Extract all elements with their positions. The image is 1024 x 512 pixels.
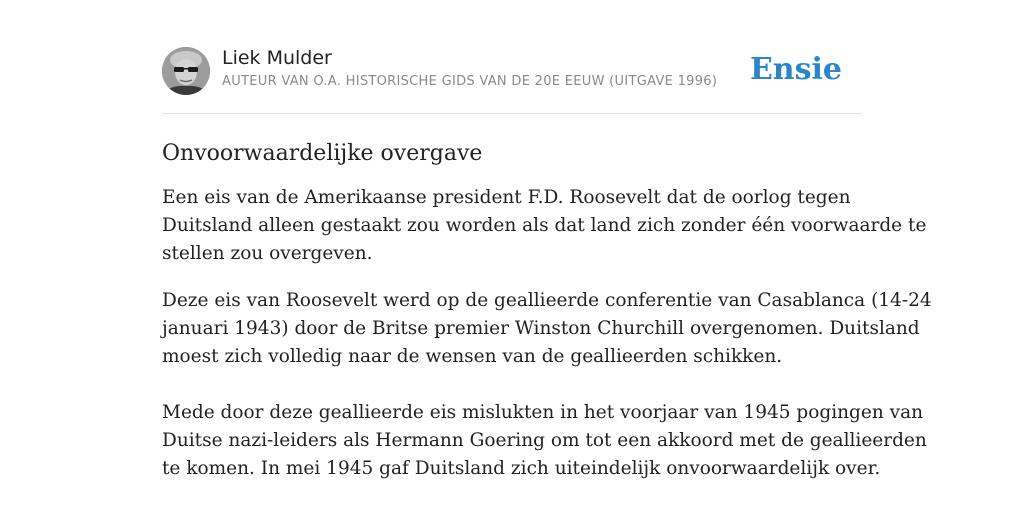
- ensie-logo[interactable]: Ensie: [749, 52, 842, 87]
- paragraph-line: Duitse nazi-leiders als Hermann Goering om tot een akkoord met de geallieerden: [162, 430, 927, 451]
- author-name[interactable]: Liek Mulder: [222, 47, 332, 69]
- author-photo-icon: [162, 47, 210, 95]
- paragraph-line: Duitsland alleen gestaakt zou worden als dat land zich zonder één voorwaarde te: [162, 215, 927, 236]
- article-body: [162, 184, 932, 483]
- paragraph-line: moest zich volledig naar de wensen van de geallieerden schikken.: [162, 346, 783, 367]
- paragraph-line: Deze eis van Roosevelt werd op de geallieerde conferentie van Casablanca (14-24: [162, 290, 932, 311]
- author-subtitle: AUTEUR VAN O.A. HISTORISCHE GIDS VAN DE 20E EEUW (UITGAVE 1996): [222, 74, 718, 89]
- article-title: Onvoorwaardelijke overgave: [162, 141, 483, 166]
- article-header: [162, 45, 862, 114]
- paragraph-line: te komen. In mei 1945 gaf Duitsland zich uiteindelijk onvoorwaardelijk over.: [162, 458, 881, 479]
- article-card: [162, 45, 932, 483]
- article-paragraph: [162, 399, 927, 483]
- article-paragraph: [162, 287, 932, 371]
- paragraph-line: Een eis van de Amerikaanse president F.D. Roosevelt dat de oorlog tegen: [162, 187, 851, 208]
- article-paragraph: [162, 184, 927, 268]
- paragraph-line: januari 1943) door de Britse premier Winston Churchill overgenomen. Duitsland: [162, 318, 920, 339]
- paragraph-line: stellen zou overgeven.: [162, 243, 373, 264]
- author-avatar[interactable]: [162, 47, 210, 95]
- paragraph-line: Mede door deze geallieerde eis mislukten in het voorjaar van 1945 pogingen van: [162, 402, 924, 423]
